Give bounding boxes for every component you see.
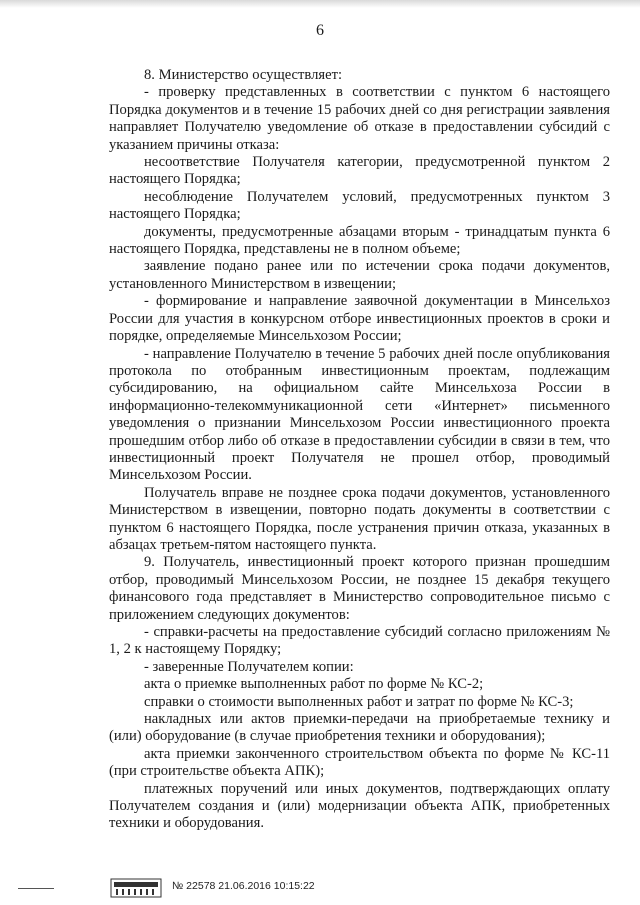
scan-edge — [0, 0, 640, 8]
paragraph: заявление подано ранее или по истечении срока подачи документов, установленного Министерством в извещении; — [109, 258, 610, 292]
paragraph: справки о стоимости выполненных работ и затрат по форме № КС-3; — [144, 693, 574, 710]
government-seal-icon — [110, 878, 162, 898]
paragraph: - проверку представленных в соответствии с пунктом 6 настоящего Порядка документов и в течение 15 рабочих дней со дня регистрации заявления направляет Получателю уведомление об отказе в предоставлении субсидий с указанием причины отказа: — [109, 84, 610, 153]
paragraph: несоответствие Получателя категории, предусмотренной пунктом 2 настоящего Порядка; — [109, 154, 610, 188]
paragraph: 8. Министерство осуществляет: — [144, 67, 342, 83]
document-body — [109, 67, 610, 833]
paragraph: Получатель вправе не позднее срока подачи документов, установленного Министерством в извещении, повторно подать документы в соответствии с пунктом 6 настоящего Порядка, после устранения причин отказа, указанных в абзацах третьем-пятом настоящего пункта. — [109, 484, 610, 553]
paragraph: 9. Получатель, инвестиционный проект которого признан прошедшим отбор, проводимый Минсельхозом России, не позднее 15 декабря текущего финансового года представляет в Министерство сопроводительное письмо с приложением следующих документов: — [109, 554, 610, 623]
paragraph: несоблюдение Получателем условий, предусмотренных пунктом 3 настоящего Порядка; — [109, 188, 610, 223]
paragraph: - формирование и направление заявочной документации в Минсельхоз России для участия в конкурсном отборе инвестиционных проектов в сроки и порядке, определяемые Минсельхозом России; — [109, 293, 610, 345]
paragraph: акта о приемке выполненных работ по форме № КС-2; — [144, 676, 484, 693]
paragraph: акта приемки законченного строительством объекта по форме № КС-11 (при строительстве объекта АПК); — [109, 745, 610, 780]
page-number: 6 — [316, 22, 324, 39]
footer-rule — [18, 888, 54, 889]
paragraph: - справки-расчеты на предоставление субсидий согласно приложениям № 1, 2 к настоящему Порядку; — [109, 624, 610, 658]
paragraph: документы, предусмотренные абзацами вторым - тринадцатым пункта 6 настоящего Порядка, представлены не в полном объеме; — [109, 223, 610, 258]
footer — [0, 872, 640, 902]
paragraph: - направление Получателю в течение 5 рабочих дней после опубликования протокола по отобранным инвестиционным проектам, подлежащим субсидированию, на официальном сайте Минсельхоза России в информационно-телекоммуникационной сети «Интернет» письменного уведомления о признании Минсельхозом России инвестиционного проекта прошедшим отбор либо об отказе в предоставлении субсидии в связи в тем, что инвестиционный проект Получателя не прошел отбор, проводимый Минсельхозом России. — [109, 345, 610, 484]
paragraph: - заверенные Получателем копии: — [144, 658, 354, 675]
document-stamp: № 22578 21.06.2016 10:15:22 — [172, 880, 315, 892]
paragraph: накладных или актов приемки-передачи на приобретаемые технику и (или) оборудование (в случае приобретения техники и оборудования); — [109, 711, 610, 745]
paragraph: платежных поручений или иных документов, подтверждающих оплату Получателем создания и (или) модернизации объекта АПК, приобретенных техники и оборудования. — [109, 780, 610, 832]
